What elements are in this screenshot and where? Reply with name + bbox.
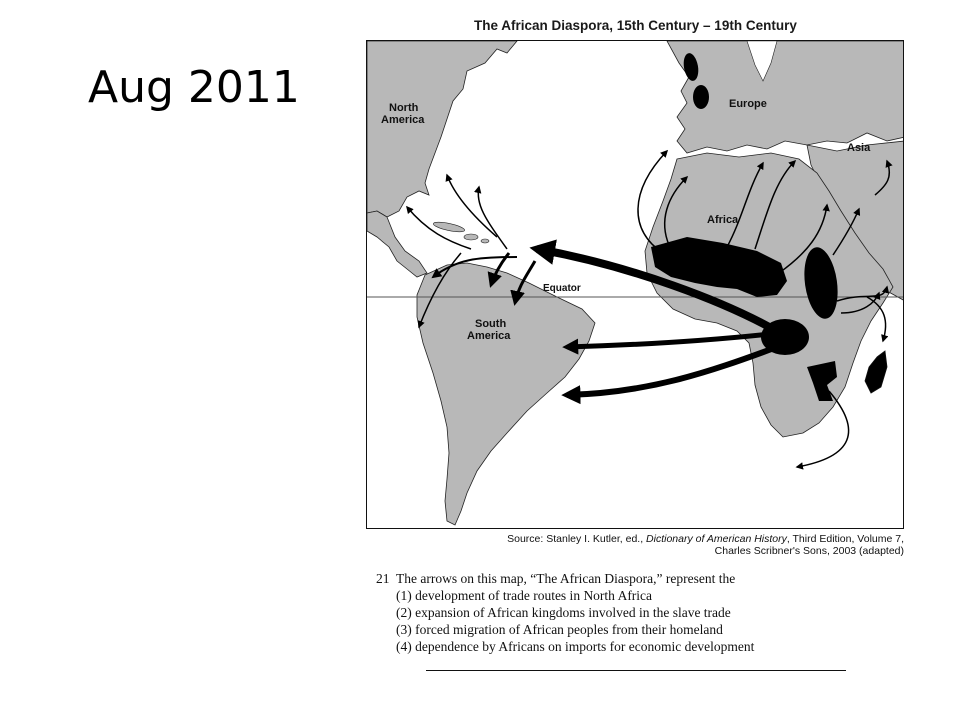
map [366, 40, 904, 529]
label-south-america-2: America [467, 330, 511, 342]
madagascar-island [865, 351, 887, 393]
source-book-title: Dictionary of American History [646, 533, 787, 545]
source-line-2: Charles Scribner's Sons, 2003 (adapted) [714, 545, 904, 557]
label-south-america-1: South [475, 318, 507, 330]
slide-title: Aug 2011 [88, 62, 300, 113]
question-21 [376, 570, 754, 655]
question-stem: The arrows on this map, “The African Diaspora,” represent the [396, 571, 736, 586]
question-number: 21 [376, 571, 390, 586]
label-north-america-2: America [381, 114, 425, 126]
europe-blob-2 [693, 85, 709, 109]
map-canvas [367, 41, 904, 529]
hispaniola-island [464, 234, 478, 240]
map-source [507, 533, 904, 557]
option-3[interactable]: (3) forced migration of African peoples from their homeland [396, 622, 723, 637]
arrow-central-africa-brazil-south [567, 347, 777, 395]
source-prefix: Source: Stanley I. Kutler, ed., [507, 533, 647, 545]
label-africa: Africa [707, 214, 739, 226]
source-suffix: , Third Edition, Volume 7, [786, 533, 904, 545]
option-1[interactable]: (1) development of trade routes in North Africa [396, 588, 653, 603]
source-line-1 [507, 533, 904, 545]
cuba-island [433, 220, 466, 234]
option-4[interactable]: (4) dependence by Africans on imports for economic development [396, 639, 755, 654]
puerto-rico-island [481, 239, 489, 243]
label-equator: Equator [543, 283, 581, 294]
question-stem-row [376, 570, 754, 587]
answer-line [426, 670, 846, 671]
map-title: The African Diaspora, 15th Century – 19th Century [474, 18, 797, 33]
label-north-america-1: North [389, 102, 419, 114]
central-america-landmass [367, 211, 427, 277]
label-europe: Europe [729, 98, 767, 110]
option-2[interactable]: (2) expansion of African kingdoms involved in the slave trade [396, 605, 731, 620]
north-america-landmass [367, 41, 517, 217]
label-asia: Asia [847, 142, 871, 154]
